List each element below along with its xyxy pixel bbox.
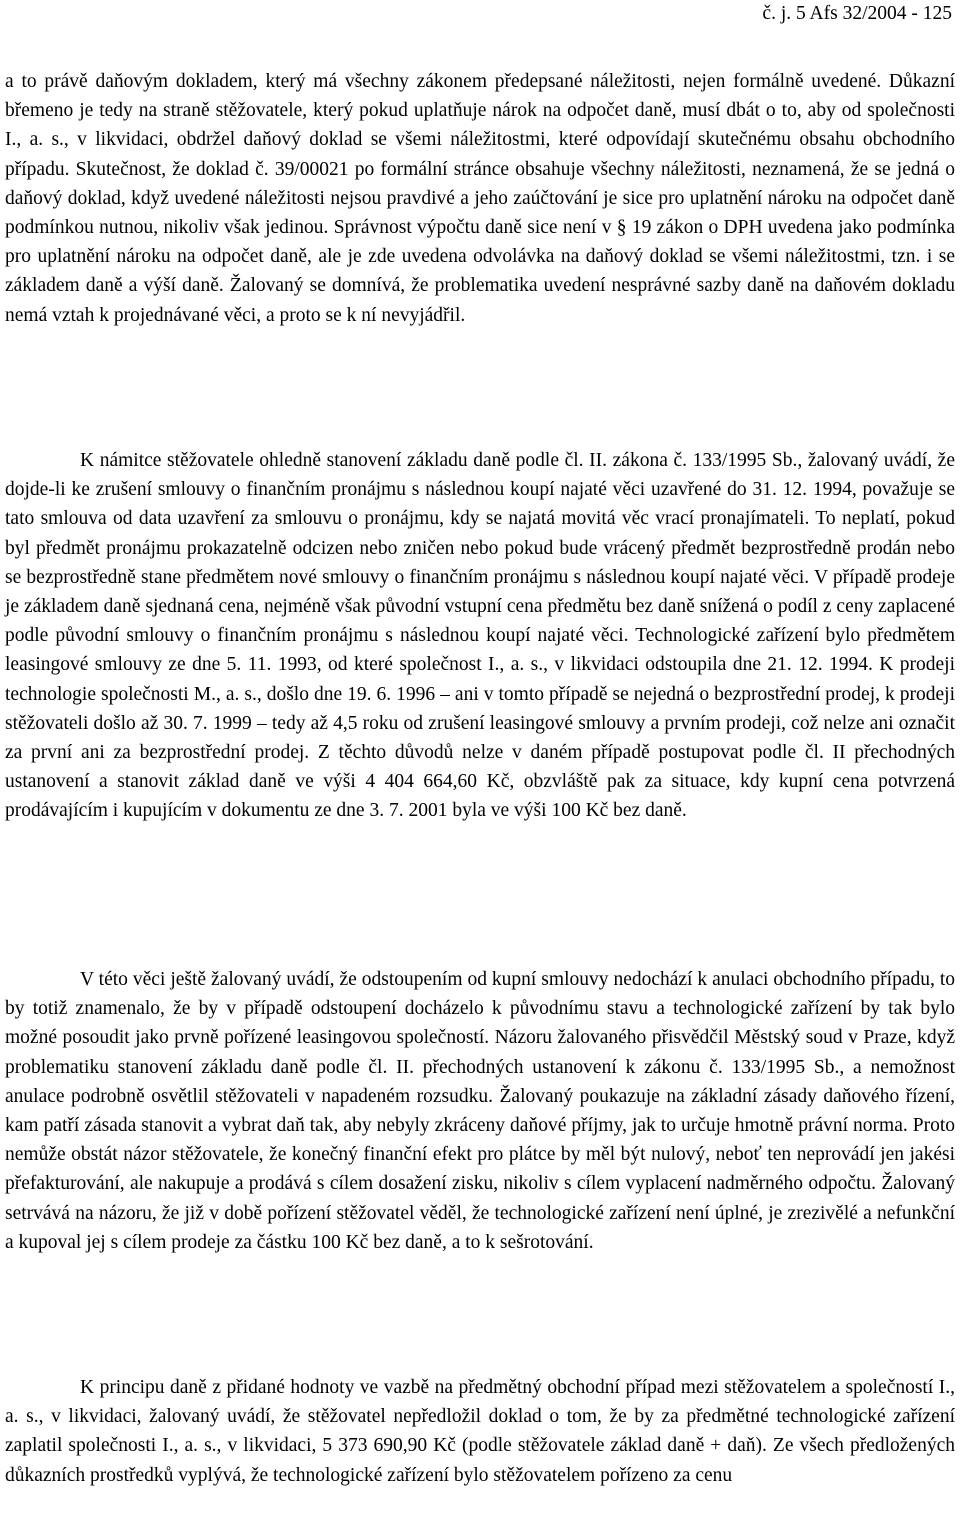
paragraph-3: V této věci ještě žalovaný uvádí, že odstoupením od kupní smlouvy nedochází k anulaci obchodního případu, to by totiž znamenalo, že by v případě odstoupení docházelo k původnímu stavu a technologické zařízení by tak bylo možné posoudit jako prvně pořízené leasingovou společností. Názoru žalovaného přisvědčil Městský soud v Praze, když problematiku stanovení základu daně podle čl. II. přechodných ustanovení k zákonu č. 133/1995 Sb., a nemožnost anulace podrobně osvětlil stěžovateli v napadeném rozsudku. Žalovaný poukazuje na základní zásady daňového řízení, kam patří zásada stanovit a vybrat daň tak, aby nebyly zkráceny daňové příjmy, jak to určuje hmotně právní norma. Proto nemůže obstát názor stěžovatele, že konečný finanční efekt pro plátce by měl být nulový, neboť ten neprovádí jen jakési přefakturování, ale nakupuje a prodává s cílem dosažení zisku, nikoliv s cílem vyplacení nadměrného odpočtu. Žalovaný setrvává na názoru, že již v době pořízení stěžovatel věděl, že technologické zařízení není úplné, je zrezivělé a nefunkční a kupoval jej s cílem prodeje za částku 100 Kč bez daně, a to k sešrotování. (5, 969, 955, 1253)
paragraph-2: K námitce stěžovatele ohledně stanovení základu daně podle čl. II. zákona č. 133/1995 Sb., žalovaný uvádí, že dojde-li ke zrušení smlouvy o finančním pronájmu s následnou koupí najaté věci uzavřené do 31. 12. 1994, považuje se tato smlouva od data uzavření za smlouvu o pronájmu, kdy se najatá movitá věc vrací pronajímateli. To neplatí, pokud byl předmět pronájmu prokazatelně odcizen nebo zničen nebo pokud bude vrácený předmět bezprostředně prodán nebo se bezprostředně stane předmětem nové smlouvy o finančním pronájmu s následnou koupí najaté věci. V případě prodeje je základem daně sjednaná cena, nejméně však původní vstupní cena předmětu bez daně snížená o podíl z ceny zaplacené podle původní smlouvy o finančním pronájmu s následnou koupí najaté věci. Technologické zařízení bylo předmětem leasingové smlouvy ze dne 5. 11. 1993, od které společnost I., a. s., v likvidaci odstoupila dne 21. 12. 1994. K prodeji technologie společnosti M., a. s., došlo dne 19. 6. 1996 – ani v tomto případě se nejedná o bezprostřední prodej, k prodeji stěžovateli došlo až 30. 7. 1999 – tedy až 4,5 roku od zrušení leasingové smlouvy a prvním prodeji, což nelze ani označit za první ani za bezprostřední prodej. Z těchto důvodů nelze v daném případě postupovat podle čl. II přechodných ustanovení a stanovit základ daně ve výši 4 404 664,60 Kč, obzvláště pak za situace, kdy kupní cena potvrzená prodávajícím i kupujícím v dokumentu ze dne 3. 7. 2001 byla ve výši 100 Kč bez daně. (5, 450, 955, 822)
case-number-header: č. j. 5 Afs 32/2004 - 125 (762, 3, 952, 24)
paragraph-1: a to právě daňovým dokladem, který má všechny zákonem předepsané náležitosti, nejen formálně uvedené. Důkazní břemeno je tedy na straně stěžovatele, který pokud uplatňuje nárok na odpočet daně, musí dbát o to, aby od společnosti I., a. s., v likvidaci, obdržel daňový doklad se všemi náležitostmi, které odpovídají skutečnému obsahu obchodního případu. Skutečnost, že doklad č. 39/00021 po formální stránce obsahuje všechny náležitosti, neznamená, že se jedná o daňový doklad, když uvedené náležitosti nejsou pravdivé a jeho zaúčtování je sice pro uplatnění nároku na odpočet daně podmínkou nutnou, nikoliv však jedinou. Správnost výpočtu daně sice není v § 19 zákon o DPH uvedena jako podmínka pro uplatnění nároku na odpočet daně, ale je zde uvedena odvolávka na daňový doklad se všemi náležitostmi, tzn. i se základem daně a výší daně. Žalovaný se domnívá, že problematika uvedení nesprávné sazby daně na daňovém dokladu nemá vztah k projednávané věci, a proto se k ní nevyjádřil. (5, 71, 955, 326)
paragraph-4: K principu daně z přidané hodnoty ve vazbě na předmětný obchodní případ mezi stěžovatelem a společností I., a. s., v likvidaci, žalovaný uvádí, že stěžovatel nepředložil doklad o tom, že by za předmětné technologické zařízení zaplatil společnosti I., a. s., v likvidaci, 5 373 690,90 Kč (podle stěžovatele základ daně + daň). Ze všech předložených důkazních prostředků vyplývá, že technologické zařízení bylo stěžovatelem pořízeno za cenu (5, 1377, 955, 1486)
